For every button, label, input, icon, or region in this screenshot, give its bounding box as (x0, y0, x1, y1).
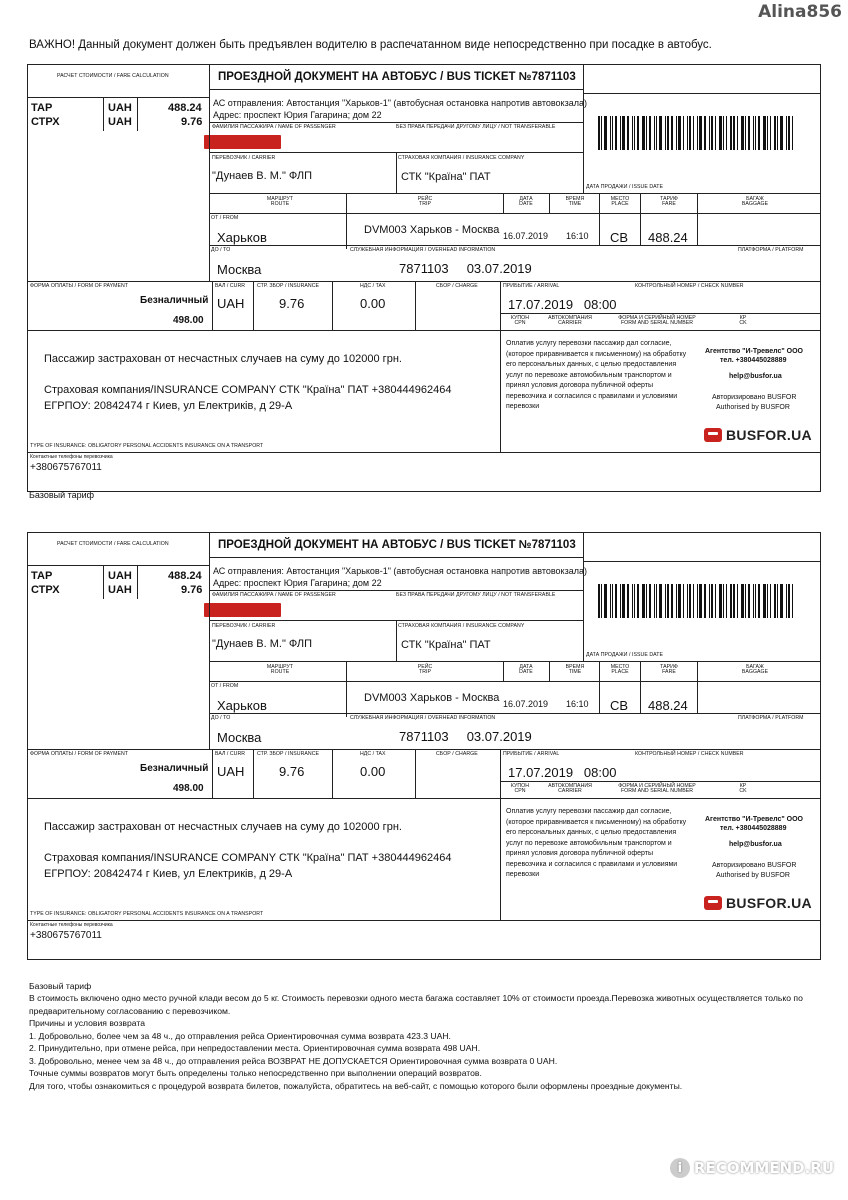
baggage-label: БАГАЖ BAGGAGE (741, 664, 769, 676)
insurance-fee-label: СТР. ЗБОР / INSURANCE (257, 283, 320, 289)
barcode-bar (709, 584, 710, 618)
barcode-bar (598, 116, 600, 150)
barcode-bar (786, 116, 787, 150)
barcode-bar (649, 584, 651, 618)
form-serial-label: ФОРМА И СЕРИЙНЫЙ НОМЕР FORM AND SERIAL NUMBER (618, 783, 696, 795)
authorized-ru: Авторизировано BUSFOR (712, 862, 797, 869)
date-label: ДАТА DATE (519, 196, 533, 208)
insurance-company-text: Страховая компания/INSURANCE COMPANY СТК "Країна" ПАТ +380444962464 (44, 384, 452, 396)
departure-line: АС отправления: Автостанция "Харьков-1" (автобусная остановка напротив автовокзала) (213, 566, 587, 576)
barcode-bar (687, 584, 688, 618)
carrier-phone: +380675767011 (30, 930, 102, 941)
barcode-bar (737, 116, 738, 150)
carrier-phone: +380675767011 (30, 462, 102, 473)
trip-name: DVM003 Харьков - Москва (364, 692, 500, 704)
to-label: ДО / TO (211, 715, 231, 721)
busfor-bus-icon (704, 428, 722, 442)
agency-phone: тел. +380445028889 (720, 825, 787, 832)
agency-email: help@busfor.ua (729, 373, 782, 380)
payment-method: Безналичный (140, 763, 209, 774)
date-label: ДАТА DATE (519, 664, 533, 676)
edrpou-text: ЕГРПОУ: 20842474 г Киев, ул Електриків, д 29-А (44, 400, 293, 412)
text-line: Причины и условия возврата (29, 1018, 145, 1028)
place-label: МЕСТО PLACE (610, 664, 630, 676)
carrier-phones-label: Контактные телефоны перевозчика (30, 922, 113, 928)
text-line: Точные суммы возвратов могут быть определены только непосредственно при выполнении операций возвратов. (29, 1068, 482, 1078)
insurance-company-name: СТК "Країна" ПАТ (401, 639, 491, 651)
tax-label: НДС / TAX (360, 283, 386, 289)
departure-time: 16:10 (566, 231, 589, 241)
text-line: 2. Принудительно, при отмене рейса, при непредоставлении места. Ориентировочная сумма возврата 498 UAH. (29, 1043, 481, 1053)
barcode-bar (730, 584, 732, 618)
from-city: Харьков (217, 230, 267, 245)
authorized-ru: Авторизировано BUSFOR (712, 394, 797, 401)
charge-label: СБОР / CHARGE (436, 283, 478, 289)
issue-date-label: ДАТА ПРОДАЖИ / ISSUE DATE (586, 652, 663, 658)
payment-total: 498.00 (173, 783, 204, 794)
fare-calc-label: РАСЧЕТ СТОИМОСТИ / FARE CALCULATION (57, 73, 169, 79)
arrival-label: ПРИБЫТИЕ / ARRIVAL (503, 751, 560, 757)
authorized-en: Authorised by BUSFOR (716, 872, 790, 879)
barcode-bar (715, 116, 716, 150)
charge-label: СБОР / CHARGE (436, 751, 478, 757)
barcode-bar (745, 116, 746, 150)
barcode-bar (627, 584, 629, 618)
carrier-name: "Дунаев В. М." ФЛП (212, 638, 313, 650)
barcode-bar (683, 116, 684, 150)
agency-phone: тел. +380445028889 (720, 357, 787, 364)
fare-row-code: ТАР (31, 570, 53, 582)
edrpou-text: ЕГРПОУ: 20842474 г Киев, ул Електриків, д 29-А (44, 868, 293, 880)
departure-date: 16.07.2019 (503, 231, 549, 241)
barcode-bar (737, 584, 738, 618)
barcode-bar (689, 584, 691, 618)
fare-row-curr: UAH (108, 102, 132, 114)
carrier-phones-label: Контактные телефоны перевозчика (30, 454, 113, 460)
text-line: (которое приравнивается к письменному) на обработку (506, 350, 687, 358)
barcode-bar (704, 116, 706, 150)
fare-row-amount: 9.76 (181, 116, 203, 128)
payment-label: ФОРМА ОПЛАТЫ / FORM OF PAYMENT (30, 751, 129, 757)
fare-row-amount: 488.24 (168, 102, 202, 114)
barcode-bar (649, 116, 651, 150)
barcode-bar (774, 116, 776, 150)
barcode-bar (704, 584, 706, 618)
fare-calc-label: РАСЧЕТ СТОИМОСТИ / FARE CALCULATION (57, 541, 169, 547)
ticket-title: ПРОЕЗДНОЙ ДОКУМЕНТ НА АВТОБУС / BUS TICKET №7871103 (218, 539, 576, 551)
overhead-label: СЛУЖЕБНАЯ ИНФОРМАЦИЯ / OVERHEAD INFORMATION (350, 715, 496, 721)
barcode-bar (598, 584, 600, 618)
barcode-bar (610, 116, 611, 150)
barcode-bar (622, 584, 625, 618)
text-line: Оплатив услугу перевозки пассажир дал согласие, (506, 808, 672, 815)
currency: UAH (217, 764, 245, 779)
bus-ticket-2 (0, 532, 848, 962)
carrier-label: ПЕРЕВОЗЧИК / CARRIER (212, 623, 276, 629)
barcode-bar (792, 584, 793, 618)
barcode-bar (637, 584, 639, 618)
footer-terms (29, 992, 829, 1092)
barcode-bar (763, 116, 766, 150)
text-line: Оплатив услугу перевозки пассажир дал согласие, (506, 340, 672, 347)
from-label: ОТ / FROM (211, 683, 239, 689)
from-city: Харьков (217, 698, 267, 713)
barcode-bar (627, 116, 629, 150)
overhead-info: 7871103 03.07.2019 (399, 261, 532, 276)
busfor-bus-icon (704, 896, 722, 910)
barcode-bar (676, 116, 677, 150)
address-line: Адрес: проспект Юрия Гагарина; дом 22 (213, 578, 382, 588)
time-label: ВРЕМЯ TIME (565, 196, 585, 208)
barcode-bar (671, 116, 673, 150)
agency-email: help@busfor.ua (729, 841, 782, 848)
bus-ticket-1 (0, 64, 848, 494)
barcode-bar (646, 116, 647, 150)
barcode-bar (676, 584, 677, 618)
baggage-label: БАГАЖ BAGGAGE (741, 196, 769, 208)
barcode-bar (683, 584, 684, 618)
barcode-bar (699, 584, 702, 618)
barcode-bar (755, 116, 756, 150)
seat-place: СВ (610, 698, 629, 713)
barcode-bar (654, 116, 655, 150)
barcode-bar (777, 116, 778, 150)
insurance-fee: 9.76 (279, 296, 305, 311)
redacted-passenger-name (204, 135, 281, 149)
barcode-bar (758, 584, 760, 618)
barcode-bar (642, 584, 645, 618)
arrival-datetime: 17.07.2019 08:00 (508, 765, 617, 780)
text-line: 3. Добровольно, менее чем за 48 ч., до отправления рейса ВОЗВРАТ НЕ ДОПУСКАЕТСЯ Ориентировочная сумма возврата 0 UAH. (29, 1055, 558, 1066)
barcode-bar (711, 584, 713, 618)
barcode-bar (780, 584, 783, 618)
barcode-bar (719, 116, 722, 150)
carrier-label: ПЕРЕВОЗЧИК / CARRIER (212, 155, 276, 161)
barcode-bar (723, 584, 724, 618)
fare-row-curr: UAH (108, 116, 132, 128)
barcode-bar (637, 116, 639, 150)
payment-label: ФОРМА ОПЛАТЫ / FORM OF PAYMENT (30, 283, 129, 289)
type-of-insurance: TYPE OF INSURANCE: OBLIGATORY PERSONAL ACCIDENTS INSURANCE ON A TRANSPORT (30, 911, 264, 917)
warning-text: ВАЖНО! Данный документ должен быть предъявлен водителю в распечатанном виде непосредственно при посадке в автобус. (29, 39, 712, 51)
fare-row-code: ТАР (31, 102, 53, 114)
recommend-badge-icon: i (670, 1158, 690, 1178)
barcode (598, 116, 806, 150)
fare-row-code: СТРХ (31, 584, 60, 596)
busfor-logo: BUSFOR.UA (704, 427, 812, 443)
route-label: МАРШРУТ ROUTE (266, 664, 294, 676)
barcode-bar (604, 116, 607, 150)
payment-method: Безналичный (140, 295, 209, 306)
airline-label: АВТОКОМПАНИЯ CARRIER (548, 315, 592, 327)
barcode-bar (632, 116, 633, 150)
barcode-bar (748, 584, 750, 618)
barcode-bar (693, 116, 694, 150)
text-line: его персональных данных, с целью предоставления (506, 829, 677, 836)
barcode-bar (788, 116, 790, 150)
fare-row-code: СТРХ (31, 116, 60, 128)
barcode-bar (741, 116, 744, 150)
barcode-bar (777, 584, 778, 618)
coupon-label: КУПОН CPN (510, 315, 530, 327)
barcode-bar (612, 116, 613, 150)
arrival-datetime: 17.07.2019 08:00 (508, 297, 617, 312)
barcode-bar (767, 584, 768, 618)
insured-text: Пассажир застрахован от несчастных случаев на суму до 102000 грн. (44, 353, 402, 365)
overhead-label: СЛУЖЕБНАЯ ИНФОРМАЦИЯ / OVERHEAD INFORMATION (350, 247, 496, 253)
barcode-bar (719, 584, 722, 618)
kr-label: КР CK (739, 783, 747, 795)
fare-label: ТАРИФ FARE (660, 196, 678, 208)
barcode-bar (730, 116, 732, 150)
barcode-bar (634, 116, 635, 150)
platform-label: ПЛАТФОРМА / PLATFORM (738, 715, 804, 721)
barcode-bar (726, 116, 727, 150)
text-line: перевозки (506, 403, 540, 410)
text-line: (которое приравнивается к письменному) на обработку (506, 818, 687, 826)
barcode-bar (659, 116, 662, 150)
barcode-bar (667, 116, 669, 150)
barcode-bar (610, 584, 611, 618)
not-transferable-label: БЕЗ ПРАВА ПЕРЕДАЧИ ДРУГОМУ ЛИЦУ / NOT TRANSFERABLE (396, 592, 556, 598)
text-line: принял условия договора публичной оферты (506, 382, 653, 389)
footer-base-tariff: Базовый тариф (29, 981, 92, 991)
departure-time: 16:10 (566, 699, 589, 709)
fare-row-curr: UAH (108, 584, 132, 596)
barcode-bar (770, 584, 771, 618)
insured-text: Пассажир застрахован от несчастных случаев на суму до 102000 грн. (44, 821, 402, 833)
tax-amount: 0.00 (360, 296, 386, 311)
agency-name: Агентство "И-Тревелс" ООО (705, 816, 803, 823)
barcode-bar (693, 584, 694, 618)
text-line: услуг по перевозке автомобильным транспортом и (506, 371, 672, 379)
barcode-bar (733, 116, 735, 150)
barcode-bar (620, 116, 621, 150)
tax-label: НДС / TAX (360, 751, 386, 757)
consent-text (506, 807, 701, 881)
departure-date: 16.07.2019 (503, 699, 549, 709)
text-line: услуг по перевозке автомобильным транспортом и (506, 839, 672, 847)
barcode-bar (604, 584, 607, 618)
barcode-bar (758, 116, 760, 150)
barcode-bar (667, 584, 669, 618)
time-label: ВРЕМЯ TIME (565, 664, 585, 676)
barcode-bar (656, 584, 657, 618)
not-transferable-label: БЕЗ ПРАВА ПЕРЕДАЧИ ДРУГОМУ ЛИЦУ / NOT TRANSFERABLE (396, 124, 556, 130)
barcode-bar (774, 584, 776, 618)
trip-label: РЕЙС TRIP (417, 664, 433, 676)
type-of-insurance: TYPE OF INSURANCE: OBLIGATORY PERSONAL ACCIDENTS INSURANCE ON A TRANSPORT (30, 443, 264, 449)
barcode-bar (612, 584, 613, 618)
form-serial-label: ФОРМА И СЕРИЙНЫЙ НОМЕР FORM AND SERIAL NUMBER (618, 315, 696, 327)
barcode-bar (689, 116, 691, 150)
arrival-label: ПРИБЫТИЕ / ARRIVAL (503, 283, 560, 289)
airline-label: АВТОКОМПАНИЯ CARRIER (548, 783, 592, 795)
watermark: Alina856 (758, 2, 842, 22)
barcode-bar (620, 584, 621, 618)
text-line: его персональных данных, с целью предоставления (506, 361, 677, 368)
insurance-company-label: СТРАХОВАЯ КОМПАНИЯ / INSURANCE COMPANY (398, 623, 525, 629)
barcode-bar (788, 584, 790, 618)
route-label: МАРШРУТ ROUTE (266, 196, 294, 208)
from-label: ОТ / FROM (211, 215, 239, 221)
barcode-bar (733, 584, 735, 618)
insurance-company-text: Страховая компания/INSURANCE COMPANY СТК "Країна" ПАТ +380444962464 (44, 852, 452, 864)
curr-label: ВАЛ / CURR (215, 283, 246, 289)
text-line: перевозчика и согласился с правилами и условиями (506, 392, 678, 400)
barcode-bar (741, 584, 744, 618)
barcode-bar (678, 584, 681, 618)
barcode-bar (748, 116, 750, 150)
text-line: перевозчика и согласился с правилами и условиями (506, 860, 678, 868)
trip-name: DVM003 Харьков - Москва (364, 224, 500, 236)
barcode-bar (601, 116, 602, 150)
issue-date-label: ДАТА ПРОДАЖИ / ISSUE DATE (586, 184, 663, 190)
fare-label: ТАРИФ FARE (660, 664, 678, 676)
consent-text (506, 339, 701, 413)
text-line: принял условия договора публичной оферты (506, 850, 653, 857)
text-line: 1. Добровольно, более чем за 48 ч., до отправления рейса Ориентировочная сумма возврата 423.3 UAH. (29, 1030, 451, 1041)
barcode-bar (659, 584, 662, 618)
passenger-label: ФАМИЛИЯ ПАССАЖИРА / NAME OF PASSENGER (212, 124, 336, 130)
coupon-label: КУПОН CPN (510, 783, 530, 795)
barcode-bar (671, 584, 673, 618)
barcode-bar (615, 584, 617, 618)
barcode-bar (745, 584, 746, 618)
barcode-bar (755, 584, 756, 618)
tax-amount: 0.00 (360, 764, 386, 779)
busfor-logo: BUSFOR.UA (704, 895, 812, 911)
barcode-bar (792, 116, 793, 150)
place-label: МЕСТО PLACE (610, 196, 630, 208)
fare-amount: 488.24 (648, 698, 688, 713)
text-line: предварительному согласованию с перевозчиком. (29, 1005, 231, 1016)
text-line: Для того, чтобы ознакомиться с процедурой возврата билетов, пожалуйста, обратитесь на веб-сайт, с помощью которого были оформлены проездные документы. (29, 1080, 683, 1091)
barcode-bar (697, 584, 698, 618)
to-city: Москва (217, 730, 262, 745)
barcode-bar (601, 584, 602, 618)
barcode-bar (622, 116, 625, 150)
recommend-logo: i RECOMMEND.RU (670, 1158, 834, 1178)
kr-label: КР CK (739, 315, 747, 327)
fare-amount: 488.24 (648, 230, 688, 245)
barcode-bar (780, 116, 783, 150)
fare-row-amount: 9.76 (181, 584, 203, 596)
departure-line: АС отправления: Автостанция "Харьков-1" (автобусная остановка напротив автовокзала) (213, 98, 587, 108)
barcode-bar (723, 116, 724, 150)
redacted-passenger-name (204, 603, 281, 617)
insurance-fee-label: СТР. ЗБОР / INSURANCE (257, 751, 320, 757)
barcode-bar (665, 116, 666, 150)
carrier-name: "Дунаев В. М." ФЛП (212, 170, 313, 182)
insurance-company-name: СТК "Країна" ПАТ (401, 171, 491, 183)
ticket-title: ПРОЕЗДНОЙ ДОКУМЕНТ НА АВТОБУС / BUS TICKET №7871103 (218, 71, 576, 83)
barcode-bar (709, 116, 710, 150)
to-city: Москва (217, 262, 262, 277)
barcode-bar (726, 584, 727, 618)
barcode (598, 584, 806, 618)
fare-row-amount: 488.24 (168, 570, 202, 582)
barcode-bar (632, 584, 633, 618)
currency: UAH (217, 296, 245, 311)
text-line: В стоимость включено одно место ручной клади весом до 5 кг. Стоимость перевозки одного места багажа составляет 10% от стоимости проезда.Перевозка животных осуществляется только по (29, 993, 803, 1003)
authorized-en: Authorised by BUSFOR (716, 404, 790, 411)
barcode-bar (634, 584, 635, 618)
insurance-fee: 9.76 (279, 764, 305, 779)
barcode-bar (711, 116, 713, 150)
overhead-info: 7871103 03.07.2019 (399, 729, 532, 744)
seat-place: СВ (610, 230, 629, 245)
barcode-bar (770, 116, 771, 150)
check-number-label: КОНТРОЛЬНЫЙ НОМЕР / CHECK NUMBER (635, 751, 744, 757)
payment-total: 498.00 (173, 315, 204, 326)
barcode-bar (753, 584, 754, 618)
barcode-bar (753, 116, 754, 150)
barcode-bar (697, 116, 698, 150)
barcode-bar (615, 116, 617, 150)
barcode-bar (642, 116, 645, 150)
trip-label: РЕЙС TRIP (417, 196, 433, 208)
barcode-bar (665, 584, 666, 618)
barcode-bar (656, 116, 657, 150)
barcode-bar (786, 584, 787, 618)
barcode-bar (767, 116, 768, 150)
address-line: Адрес: проспект Юрия Гагарина; дом 22 (213, 110, 382, 120)
barcode-bar (678, 116, 681, 150)
base-tariff-1: Базовый тариф (29, 490, 95, 500)
passenger-label: ФАМИЛИЯ ПАССАЖИРА / NAME OF PASSENGER (212, 592, 336, 598)
barcode-bar (646, 584, 647, 618)
barcode-bar (687, 116, 688, 150)
barcode-bar (699, 116, 702, 150)
insurance-company-label: СТРАХОВАЯ КОМПАНИЯ / INSURANCE COMPANY (398, 155, 525, 161)
curr-label: ВАЛ / CURR (215, 751, 246, 757)
fare-row-curr: UAH (108, 570, 132, 582)
agency-name: Агентство "И-Тревелс" ООО (705, 348, 803, 355)
to-label: ДО / TO (211, 247, 231, 253)
check-number-label: КОНТРОЛЬНЫЙ НОМЕР / CHECK NUMBER (635, 283, 744, 289)
barcode-bar (715, 584, 716, 618)
platform-label: ПЛАТФОРМА / PLATFORM (738, 247, 804, 253)
barcode-bar (763, 584, 766, 618)
text-line: перевозки (506, 871, 540, 878)
barcode-bar (654, 584, 655, 618)
